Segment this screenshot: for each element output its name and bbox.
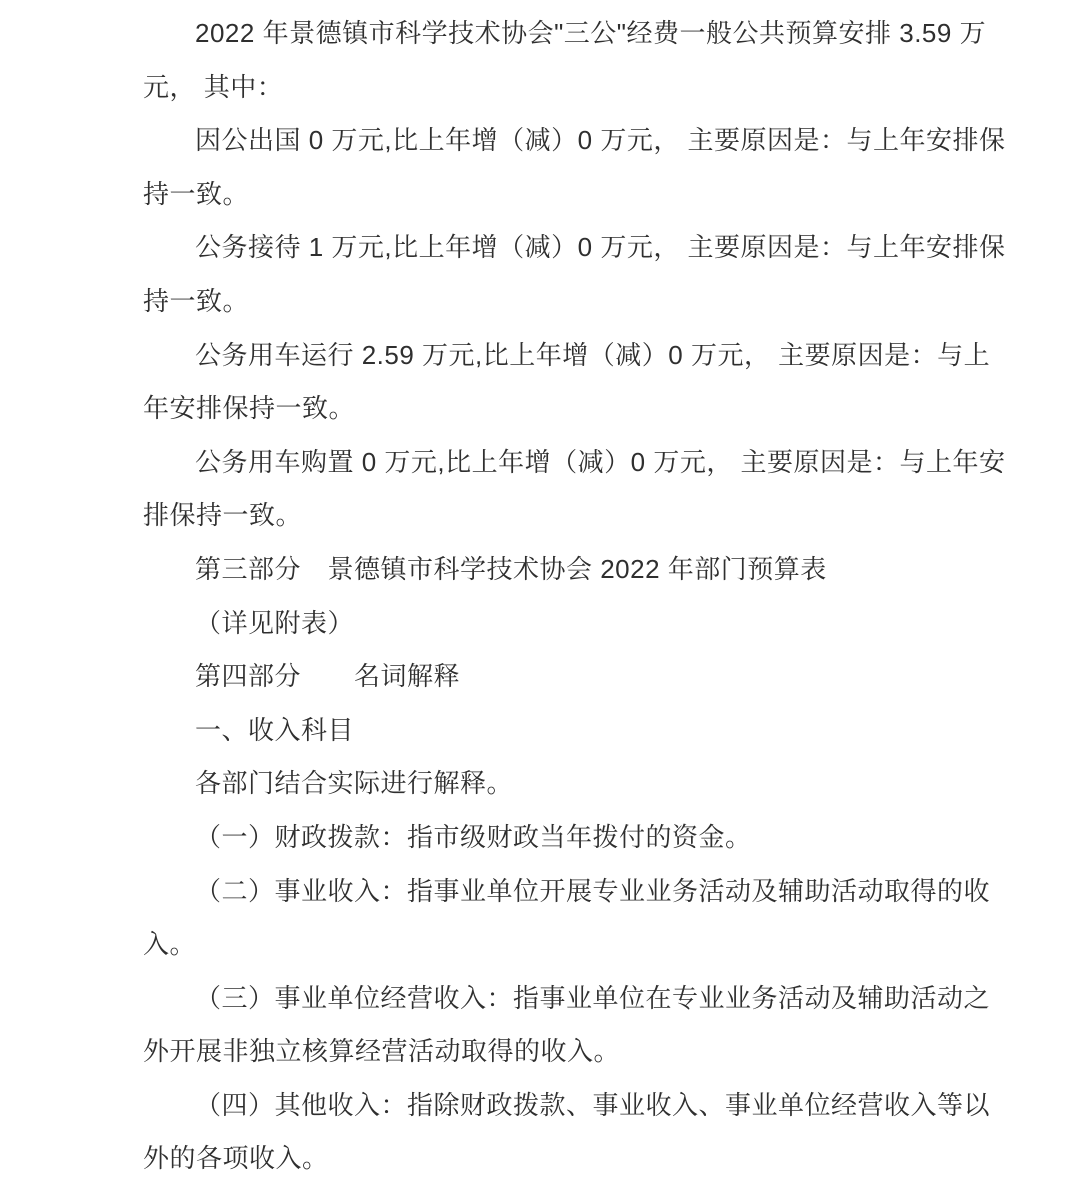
text-line: 公务接待 1 万元,比上年增（减）0 万元， 主要原因是：与上年安排保 [195,232,1006,263]
text-line: 外的各项收入。 [143,1143,329,1174]
text-line: 持一致。 [143,178,250,209]
text-line: 各部门结合实际进行解释。 [195,768,514,799]
text-line: 第四部分 名词解释 [195,661,461,692]
text-line: （二）事业收入：指事业单位开展专业业务活动及辅助活动取得的收 [195,875,991,906]
text-line: 2022 年景德镇市科学技术协会"三公"经费一般公共预算安排 3.59 万 [195,18,987,48]
text-line: 一、收入科目 [195,714,355,745]
text-line: 排保持一致。 [143,500,303,531]
text-line: 公务用车运行 2.59 万元,比上年增（减）0 万元， 主要原因是：与上 [195,339,991,370]
text-line: 因公出国 0 万元,比上年增（减）0 万元， 主要原因是：与上年安排保 [195,125,1006,156]
text-line: 入。 [143,929,197,960]
text-line: （一）财政拨款：指市级财政当年拨付的资金。 [195,821,752,852]
text-line: 持一致。 [143,285,250,316]
text-line: （详见附表） [195,607,355,638]
text-line: 外开展非独立核算经营活动取得的收入。 [143,1036,621,1067]
text-line: 公务用车购置 0 万元,比上年增（减）0 万元， 主要原因是：与上年安 [195,446,1006,477]
text-line: 元， 其中： [143,71,284,102]
text-line: 第三部分 景德镇市科学技术协会 2022 年部门预算表 [195,553,827,584]
text-line: 年安排保持一致。 [143,393,356,424]
text-line: （四）其他收入：指除财政拨款、事业收入、事业单位经营收入等以 [195,1089,991,1120]
text-line: （三）事业单位经营收入：指事业单位在专业业务活动及辅助活动之 [195,982,991,1013]
